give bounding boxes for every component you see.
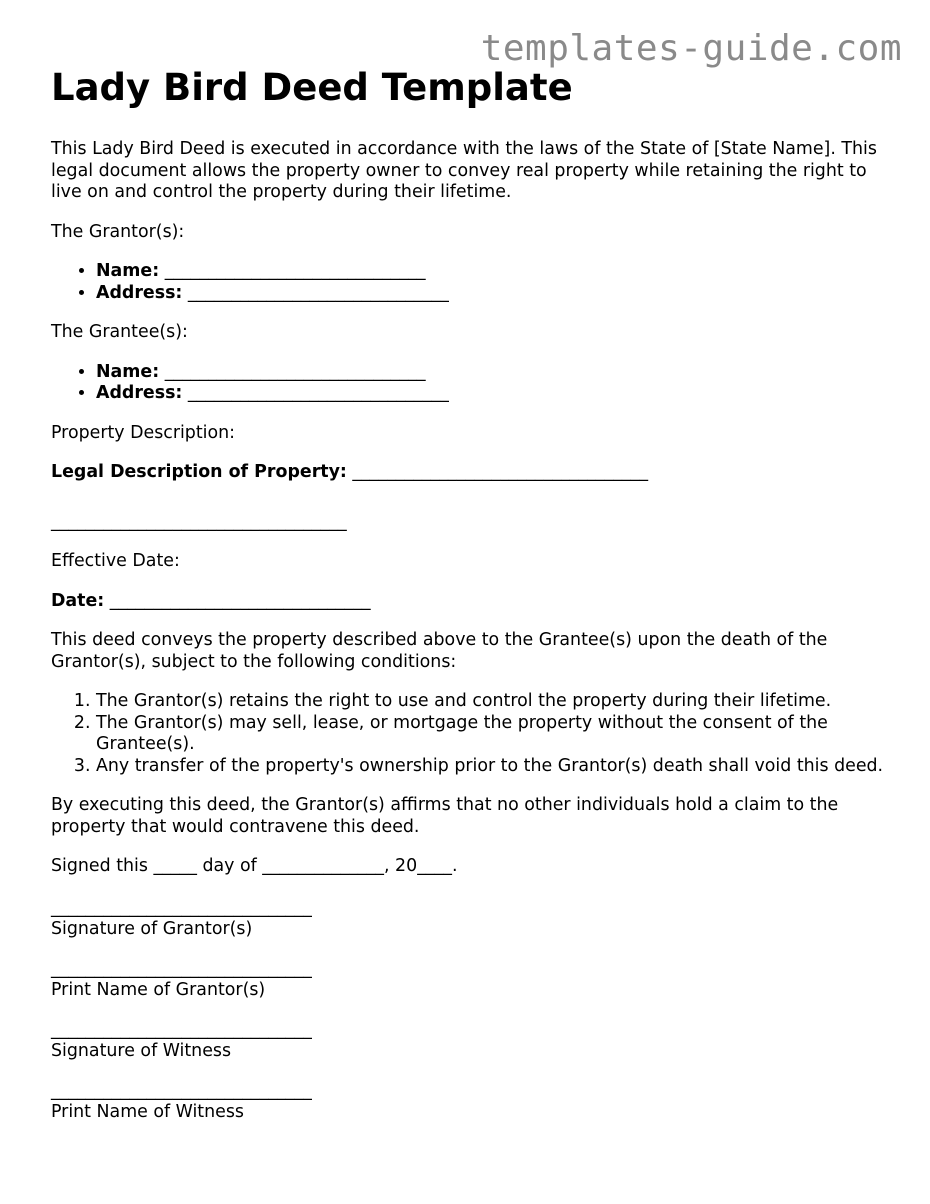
signature-block-witness [51,1020,891,1063]
grantor-fields [51,261,891,304]
grantee-name-label: Name: [96,361,160,382]
signature-block-grantor-print [51,959,891,1002]
grantee-address-field [96,383,891,405]
affirmation-paragraph: By executing this deed, the Grantor(s) affirms that no other individuals hold a claim to the property that would contravene this deed. [51,795,839,837]
signature-label: Signature of Grantor(s) [51,919,253,939]
condition-item: 2. The Grantor(s) may sell, lease, or mortgage the property without the consent of the Grantee(s). [96,713,891,756]
grantor-name-field [96,261,891,283]
grantee-fields [51,362,891,405]
grantee-address-label: Address: [96,383,183,403]
effective-date-heading: Effective Date: [51,551,180,571]
grantor-name-blank: ______________________________ [164,261,426,281]
document-body [51,64,891,1142]
grantor-address-blank: ______________________________ [187,282,449,303]
grantee-name-blank: ______________________________ [164,361,426,382]
signature-line: ______________________________ [51,897,312,918]
grantor-address-label: Address: [96,282,183,303]
date-label: Date: [51,590,105,611]
signature-line: ______________________________ [51,958,312,979]
grantee-heading: The Grantee(s): [51,322,188,342]
signature-block-witness-print [51,1081,891,1124]
signature-line: ______________________________ [51,1080,312,1101]
intro-paragraph: This Lady Bird Deed is executed in accordance with the laws of the State of [State Name]. This legal document allows the property owner to convey real property while retaining the right to live on and control the property during their lifetime. [51,139,877,202]
conveyance-paragraph: This deed conveys the property described above to the Grantee(s) upon the death of the Grantor(s), subject to the following conditions: [51,630,828,672]
date-field [51,591,891,613]
grantor-address-field [96,283,891,305]
signature-label: Signature of Witness [51,1041,232,1061]
property-heading: Property Description: [51,422,236,443]
document-title: Lady Bird Deed Template [51,66,573,109]
grantee-name-field [96,362,891,384]
legal-description-continuation: __________________________________ [51,511,347,532]
legal-description-label: Legal Description of Property: [51,462,347,482]
watermark: templates-guide.com [480,28,902,69]
signature-line: ______________________________ [51,1019,312,1040]
condition-item: 3. Any transfer of the property's ownership prior to the Grantor(s) death shall void this deed. [96,756,891,778]
signature-block-grantor [51,898,891,941]
grantor-heading: The Grantor(s): [51,221,185,242]
signature-label: Print Name of Witness [51,1102,244,1122]
date-blank: ______________________________ [109,590,371,611]
grantee-address-blank: ______________________________ [187,383,449,403]
legal-description-field [51,462,891,484]
conditions-list [51,691,891,777]
grantor-name-label: Name: [96,261,160,281]
legal-description-blank: __________________________________ [352,462,649,482]
signature-label: Print Name of Grantor(s) [51,980,266,1000]
signed-line: Signed this _____ day of ______________, 20____. [51,856,458,876]
condition-item: 1. The Grantor(s) retains the right to use and control the property during their lifetime. [96,691,891,713]
